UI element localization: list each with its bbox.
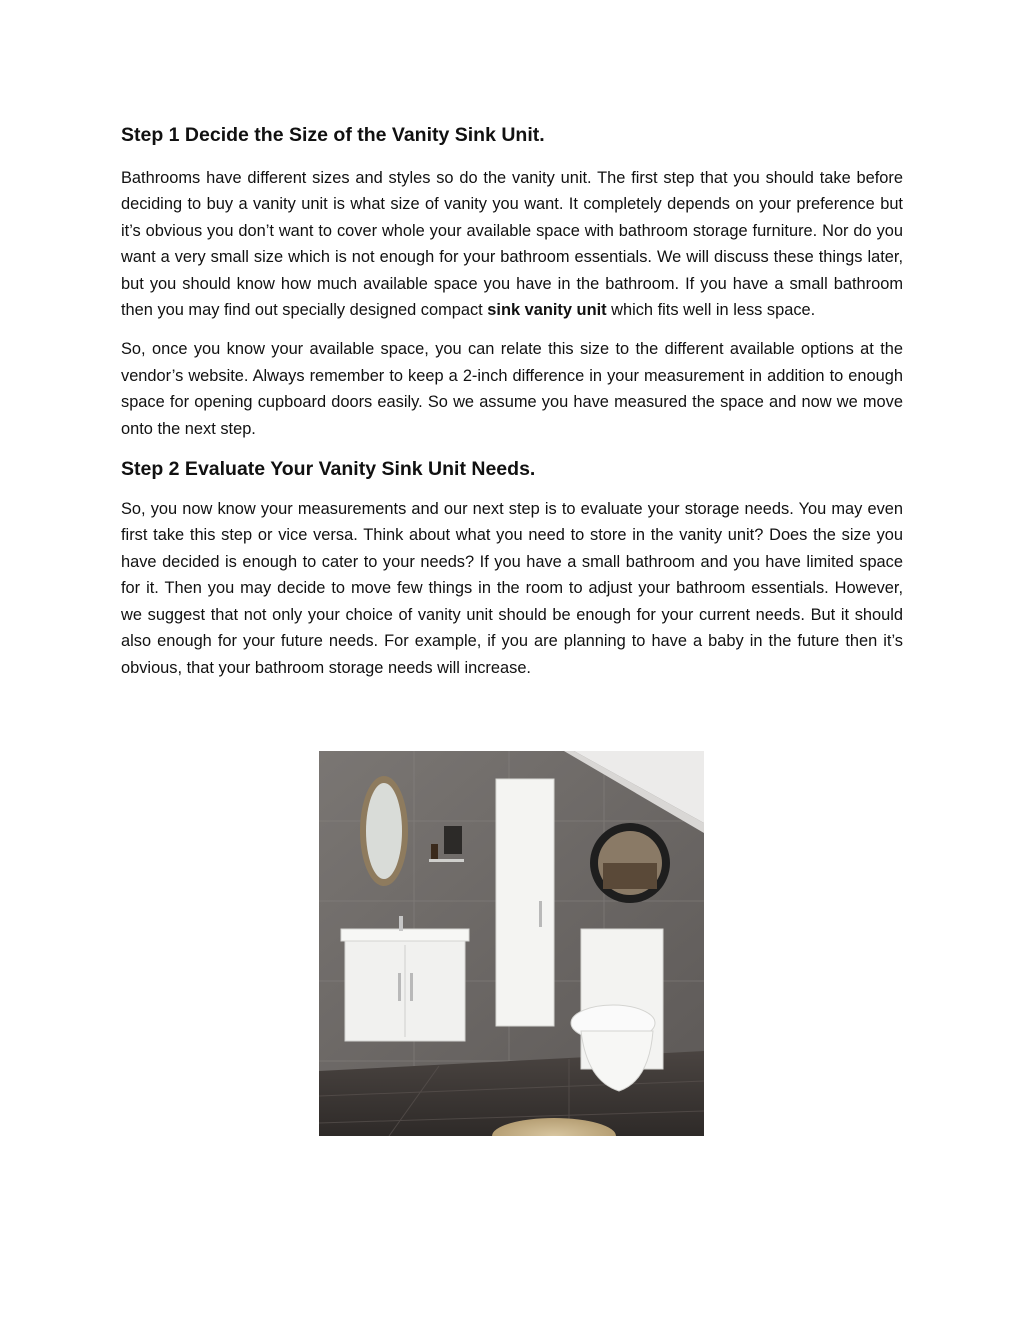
oval-mirror-glass <box>366 783 402 879</box>
vanity-basin <box>341 929 469 941</box>
soap-bottle <box>431 844 438 859</box>
vanity-handle-left <box>398 973 401 1001</box>
tall-cabinet-handle <box>539 901 542 927</box>
wall-niche <box>444 826 462 854</box>
article-body <box>121 118 903 681</box>
step1-paragraph-1-text-a: Bathrooms have different sizes and styles so do the vanity unit. The first step that you should take before deciding to buy a vanity unit is what size of vanity you want. It completely depends on your preference but it’s obvious you don’t want to cover whole your available space with bathroom storage furniture. Nor do you want a very small size which is not enough for your bathroom essentials. We will discuss these things later, but you should know how much available space you have in the bathroom. If you have a small bathroom then you may find out specially designed compact <box>121 169 903 320</box>
step1-paragraph-1 <box>121 165 903 323</box>
step2-paragraph-1: So, you now know your measurements and our next step is to evaluate your storage needs. You may even first take this step or vice versa. Think about what you need to store in the vanity unit? Does the size you have decided is enough to cater to your needs? If you have a small bathroom and you have limited space for it. Then you may decide to move few things in the room to adjust your bathroom essentials. However, we suggest that not only your choice of vanity unit should be enough for your current needs. But it should also enough for your future needs. For example, if you are planning to have a baby in the future then it’s obvious, that your bathroom storage needs will increase. <box>121 500 903 677</box>
glass-shelf <box>429 859 464 862</box>
step1-paragraph-1-text-b: which fits well in less space. <box>606 301 816 320</box>
step1-paragraph-2: So, once you know your available space, you can relate this size to the different available options at the vendor’s website. Always remember to keep a 2-inch difference in your measurement in addition to enough space for opening cupboard doors easily. So we assume you have measured the space and now we move onto the next step. <box>121 340 903 438</box>
tall-wall-cabinet <box>496 779 554 1026</box>
step1-heading: Step 1 Decide the Size of the Vanity Sink Unit. <box>121 124 545 146</box>
basin-tap <box>399 916 403 931</box>
bathroom-vanity-photo <box>319 751 704 1136</box>
sink-vanity-unit-keyword: sink vanity unit <box>487 301 607 320</box>
vanity-handle-right <box>410 973 413 1001</box>
bathroom-illustration <box>319 751 704 1136</box>
window-building <box>603 863 657 889</box>
step2-heading: Step 2 Evaluate Your Vanity Sink Unit Needs. <box>121 458 536 481</box>
